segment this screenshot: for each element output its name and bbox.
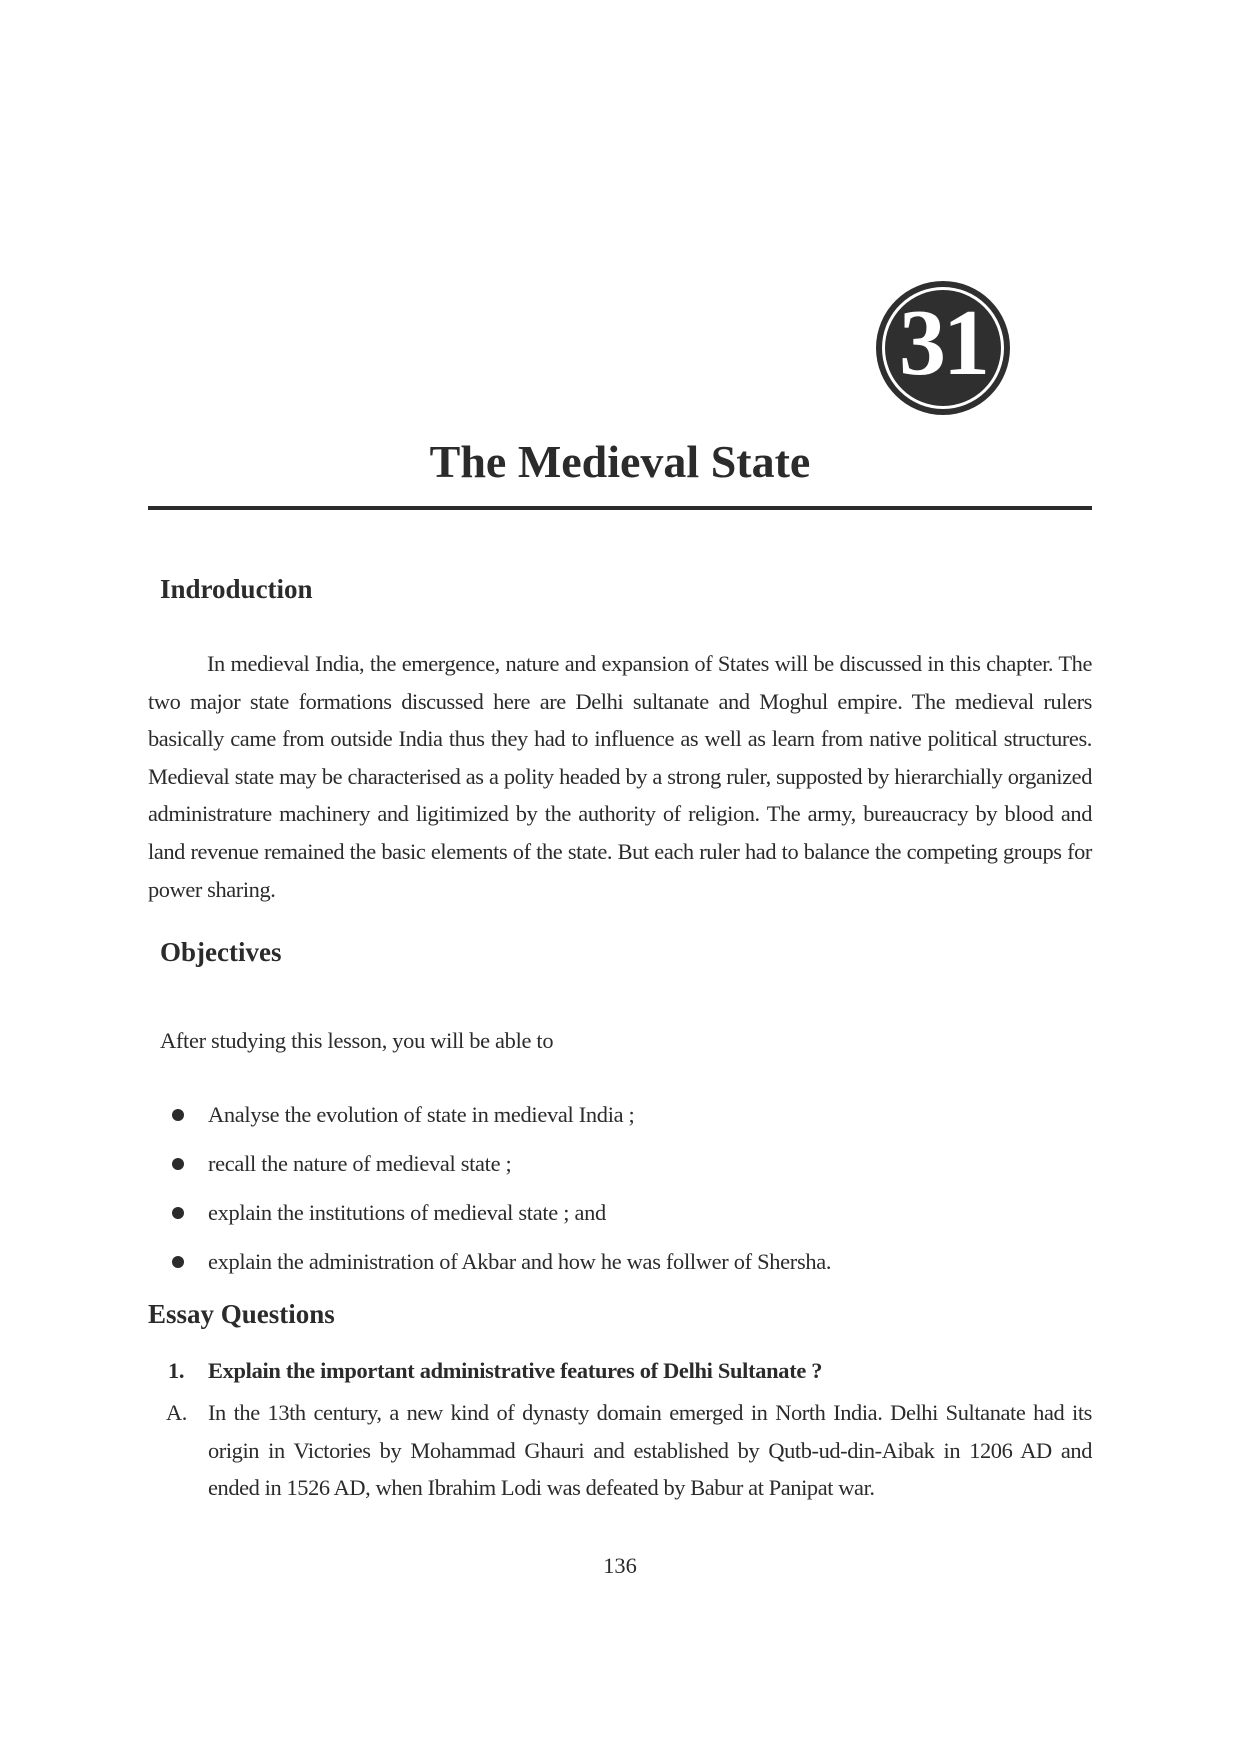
question-text: Explain the important administrative features of Delhi Sultanate ? bbox=[208, 1358, 823, 1383]
bullet-icon bbox=[172, 1109, 184, 1121]
question-number: 1. bbox=[168, 1358, 185, 1383]
objectives-heading: Objectives bbox=[160, 937, 282, 967]
objective-text: Analyse the evolution of state in medieval India ; bbox=[208, 1102, 635, 1127]
objectives-lead: After studying this lesson, you will be able to bbox=[160, 1028, 554, 1053]
essay-answer bbox=[166, 1394, 1092, 1507]
objective-text: explain the institutions of medieval state ; and bbox=[208, 1200, 606, 1225]
chapter-title: The Medieval State bbox=[429, 436, 811, 487]
essay-questions-heading: Essay Questions bbox=[148, 1299, 335, 1329]
introduction-paragraph: In medieval India, the emergence, nature and expansion of States will be discussed in this chapter. The two major state formations discussed here are Delhi sultanate and Moghul empire. The medieval rulers basically came from outside India thus they had to influence as well as learn from native political structures. Medieval state may be characterised as a polity headed by a strong ruler, supposted by hierarchially organized administrature machinery and ligitimized by the authority of religion. The army, bureaucracy by blood and land revenue remained the basic elements of the state. But each ruler had to balance the competing groups for power sharing. bbox=[148, 651, 1092, 902]
chapter-number-badge bbox=[876, 281, 1010, 415]
objective-text: recall the nature of medieval state ; bbox=[208, 1151, 512, 1176]
answer-text: In the 13th century, a new kind of dynasty domain emerged in North India. Delhi Sultanate had its origin in Victories by Mohammad Ghauri and established by Qutb-ud-din-Aibak in 1206 AD and ended in 1526 AD, when Ibrahim Lodi was defeated by Babur at Panipat war. bbox=[208, 1400, 1092, 1501]
title-divider bbox=[148, 506, 1092, 510]
introduction-heading: Indroduction bbox=[160, 574, 313, 604]
objective-text: explain the administration of Akbar and how he was follwer of Shersha. bbox=[208, 1249, 832, 1274]
page-number: 136 bbox=[603, 1553, 637, 1578]
bullet-icon bbox=[172, 1158, 184, 1170]
bullet-icon bbox=[172, 1207, 184, 1219]
answer-label: A. bbox=[166, 1400, 187, 1425]
bullet-icon bbox=[172, 1256, 184, 1268]
chapter-number: 31 bbox=[899, 291, 987, 395]
